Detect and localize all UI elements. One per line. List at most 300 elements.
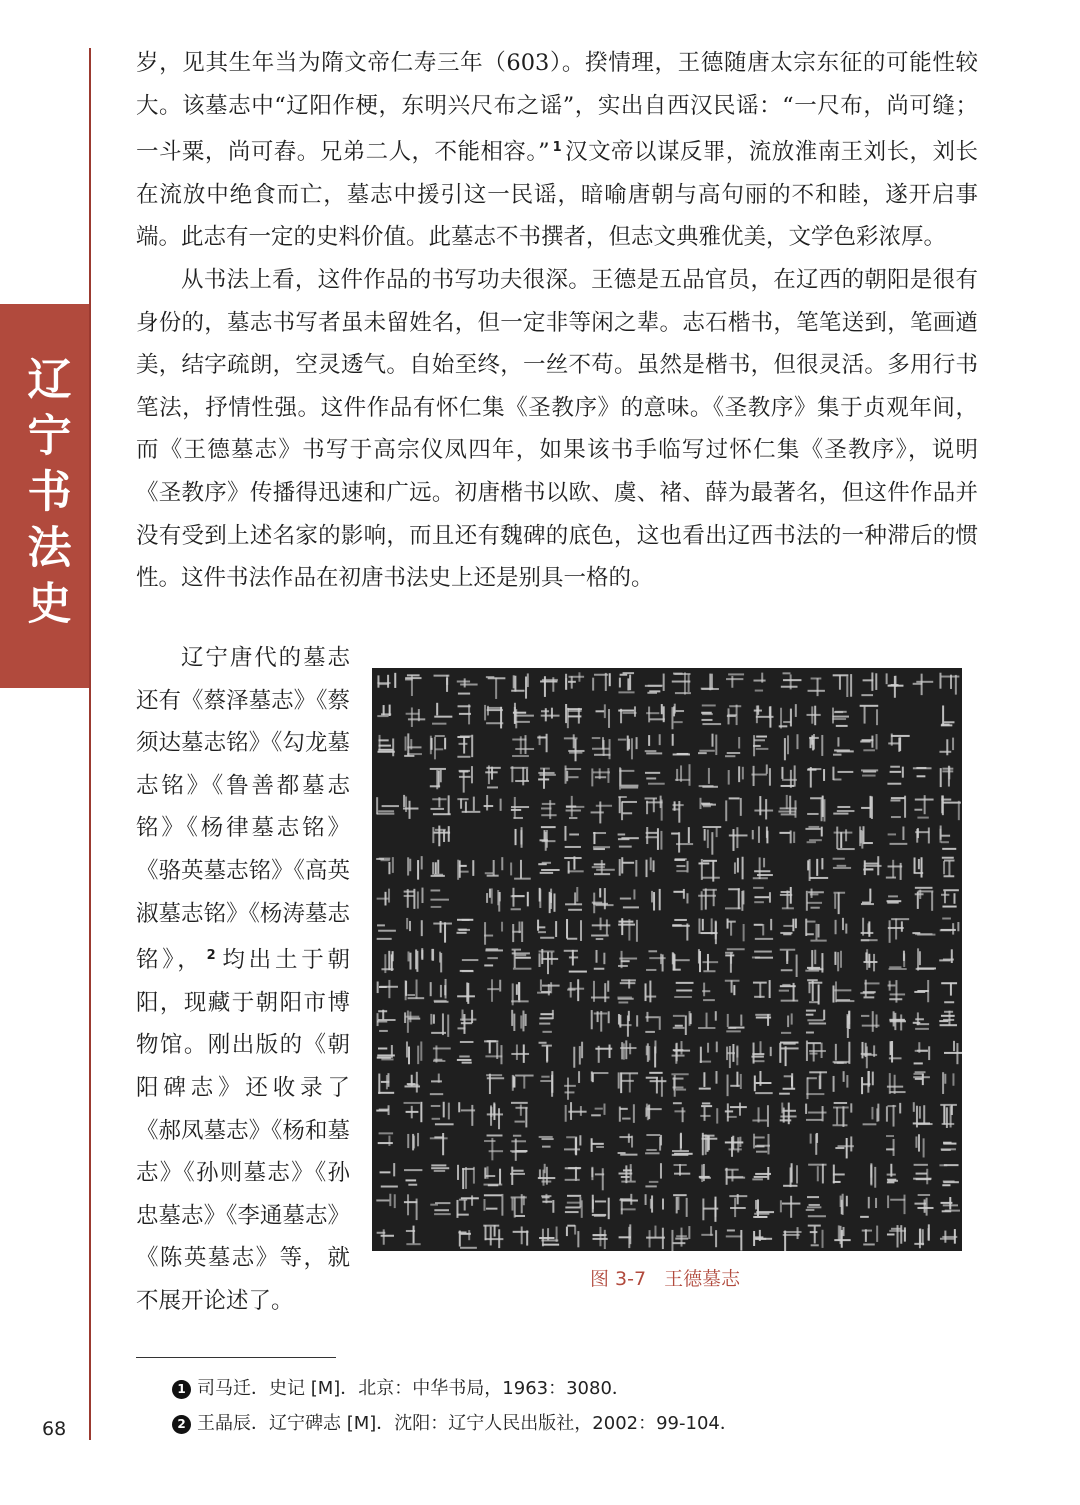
rubbing-glyph (510, 1167, 525, 1185)
rubbing-glyph (780, 887, 794, 909)
rubbing-glyph (619, 1104, 635, 1123)
margin-rule (89, 48, 91, 1440)
rubbing-glyph (540, 676, 558, 697)
rubbing-glyph (671, 1226, 690, 1251)
rubbing-glyph (539, 1042, 552, 1063)
rubbing-glyph (592, 673, 611, 691)
rubbing-glyph (592, 737, 611, 759)
book-title: 辽宁书法史 (19, 356, 71, 636)
rubbing-glyph (564, 950, 587, 973)
rubbing-glyph (513, 1226, 529, 1245)
rubbing-glyph (725, 737, 740, 757)
rubbing-glyph (914, 980, 929, 1002)
rubbing-glyph (483, 1225, 503, 1248)
rubbing-glyph (863, 856, 882, 875)
rubbing-glyph (377, 1045, 395, 1060)
rubbing-glyph (915, 887, 934, 911)
rubbing-glyph (783, 1227, 802, 1251)
rubbing-glyph (940, 1104, 957, 1128)
rubbing-glyph (591, 918, 610, 940)
paragraph-2: 从书法上看，这件作品的书写功夫很深。王德是五品官员，在辽西的朝阳是很有身份的，墓志书写者虽未留姓名，但一定非等闲之辈。志石楷书，笔笔送到，笔画遒美，结字疏朗，空灵透气。自始至终，一丝不苟。虽然是楷书，但很灵活。多用行书笔法，抒情性强。这件作品有怀仁集《圣教序》的意味。《圣教序》集于贞观年间，而《王德墓志》书写于高宗仪凤四年，如果该书手临写过怀仁集《圣教序》，说明《圣教序》传播得迅速和广远。初唐楷书以欧、虞、褚、薛为最著名，但这件作品并没有受到上述名家的影响，而且还有魏碑的底色，这也看出辽西书法的一种滞后的惯性。这件书法作品在初唐书法史上还是别具一格的。 (136, 266, 978, 592)
rubbing-glyph (592, 860, 615, 875)
rubbing-glyph (645, 796, 663, 821)
rubbing-glyph (406, 1041, 422, 1064)
rubbing-glyph (484, 1166, 503, 1186)
rubbing-glyph (510, 1135, 527, 1161)
rubbing-glyph (565, 1195, 583, 1218)
rubbing-glyph (592, 888, 614, 913)
rubbing-glyph (913, 674, 934, 695)
rubbing-glyph (862, 1226, 878, 1246)
rubbing-glyph (887, 1073, 906, 1094)
rubbing-glyph (939, 1164, 958, 1186)
rubbing-glyph (754, 796, 773, 819)
rubbing-glyph (887, 766, 903, 785)
rubbing-glyph (377, 1229, 394, 1244)
rubbing-glyph (459, 766, 473, 793)
rubbing-glyph (888, 826, 908, 844)
rubbing-glyph (619, 1194, 638, 1215)
rubbing-glyph (646, 857, 655, 877)
rubbing-glyph (515, 827, 523, 848)
rubbing-glyph (805, 826, 822, 843)
rubbing-glyph (834, 827, 855, 850)
footnote-ref-2[interactable]: 2 (206, 948, 216, 964)
rubbing-glyph (753, 1230, 772, 1246)
rubbing-glyph (753, 1134, 770, 1155)
rubbing-glyph (671, 1073, 688, 1096)
rubbing-glyph (566, 919, 582, 941)
rubbing-glyph (566, 1225, 579, 1248)
rubbing-glyph (432, 703, 452, 725)
rubbing-glyph (939, 949, 954, 963)
rubbing-glyph (939, 673, 959, 695)
rubbing-glyph (778, 795, 796, 818)
rubbing-glyph (404, 1194, 418, 1220)
rubbing-glyph (940, 917, 960, 934)
rubbing-glyph (941, 1197, 960, 1212)
rubbing-glyph (511, 1010, 526, 1032)
rubbing-glyph (940, 1229, 957, 1244)
rubbing-glyph (702, 1197, 718, 1222)
rubbing-glyph (698, 1011, 717, 1029)
rubbing-glyph (592, 1227, 607, 1249)
rubbing-glyph (833, 1102, 853, 1127)
rubbing-glyph (510, 860, 531, 880)
rubbing-glyph (939, 1011, 957, 1026)
rubbing-glyph (591, 1010, 610, 1032)
rubbing-glyph (672, 952, 690, 970)
rubbing-glyph (834, 1225, 850, 1247)
rubbing-glyph (863, 1104, 880, 1126)
rubbing-glyph (593, 832, 610, 850)
rubbing-glyph (942, 1072, 954, 1094)
rubbing-glyph (565, 1167, 581, 1181)
rubbing-glyph (726, 1229, 743, 1250)
rubbing-glyph (808, 1164, 826, 1184)
rubbing-glyph (754, 919, 773, 940)
rubbing-glyph (834, 951, 842, 972)
rubbing-glyph (861, 889, 874, 906)
rubbing-glyph (646, 827, 663, 850)
rubbing-glyph (484, 795, 502, 811)
rubbing-glyph (835, 918, 848, 934)
rubbing-glyph (378, 1073, 394, 1094)
rubbing-glyph (886, 673, 904, 697)
rubbing-glyph (407, 1133, 419, 1150)
rubbing-glyph (645, 1104, 661, 1121)
rubbing-glyph (672, 919, 690, 941)
rubbing-glyph (781, 672, 802, 689)
rubbing-glyph (618, 736, 638, 760)
rubbing-glyph (433, 1045, 451, 1062)
rubbing-glyph (807, 796, 825, 822)
rubbing-glyph (725, 948, 745, 972)
rubbing-glyph (485, 857, 504, 877)
rubbing-glyph (405, 979, 425, 1000)
rubbing-glyph (511, 888, 529, 911)
rubbing-glyph (672, 672, 691, 694)
rubbing-glyph (376, 1105, 389, 1115)
rubbing-glyph (939, 825, 956, 849)
rubbing-glyph (674, 1164, 691, 1176)
rubbing-glyph (645, 1012, 660, 1033)
rubbing-glyph (832, 708, 849, 727)
rubbing-glyph (725, 797, 742, 821)
rubbing-glyph (698, 949, 718, 972)
rubbing-glyph (378, 735, 395, 756)
rubbing-glyph (859, 826, 873, 848)
rubbing-glyph (486, 1074, 504, 1094)
rubbing-glyph (887, 1225, 906, 1247)
rubbing-glyph (404, 1011, 420, 1033)
rubbing-glyph (888, 734, 909, 752)
rubbing-glyph (840, 1194, 848, 1215)
rubbing-glyph (725, 1168, 745, 1185)
rubbing-glyph (565, 887, 582, 911)
rubbing-glyph (809, 734, 823, 756)
rubbing-glyph (620, 1040, 636, 1059)
rubbing-glyph (538, 768, 556, 789)
rubbing-glyph (646, 950, 666, 971)
rubbing-glyph (538, 862, 559, 874)
rubbing-glyph (618, 918, 638, 942)
rubbing-glyph (540, 826, 556, 851)
rubbing-glyph (861, 796, 873, 819)
rubbing-glyph (886, 1103, 901, 1127)
rubbing-glyph (752, 1167, 771, 1180)
rubbing-glyph (834, 892, 846, 914)
rubbing-glyph (404, 1072, 420, 1093)
rubbing-glyph (618, 833, 639, 847)
rubbing-glyph (725, 980, 740, 995)
rubbing-glyph (833, 1042, 851, 1064)
rubbing-glyph (564, 826, 580, 848)
rubbing-glyph (833, 806, 854, 815)
rubbing-glyph (486, 888, 501, 911)
rubbing-glyph (916, 948, 936, 970)
rubbing-glyph (672, 1041, 691, 1064)
rubbing-glyph (833, 981, 855, 1002)
rubbing-glyph (541, 708, 560, 722)
rubbing-glyph (725, 888, 744, 911)
main-text (136, 42, 978, 600)
rubbing-glyph (753, 735, 768, 756)
rubbing-glyph (702, 1133, 718, 1155)
rubbing-glyph (860, 1197, 877, 1218)
rubbing-glyph (406, 918, 423, 936)
rubbing-glyph (457, 1010, 476, 1034)
rubbing-glyph (430, 795, 450, 815)
rubbing-glyph (805, 919, 826, 942)
rubbing-glyph (591, 1104, 605, 1117)
rubbing-glyph (674, 982, 693, 998)
rubbing-glyph (914, 857, 924, 877)
rubbing-glyph (832, 767, 853, 781)
rubbing-glyph (618, 1011, 638, 1037)
rubbing-glyph (431, 860, 445, 877)
rubbing-glyph (511, 1044, 529, 1062)
rubbing-glyph (810, 1133, 818, 1155)
rubbing-glyph (378, 1132, 393, 1146)
rubbing-glyph (807, 706, 821, 726)
rubbing-glyph (779, 830, 795, 843)
rubbing-glyph (484, 1134, 503, 1160)
rubbing-glyph (430, 1013, 449, 1036)
rubbing-glyph (377, 673, 396, 688)
rubbing-glyph (539, 949, 559, 974)
rubbing-glyph (646, 1072, 667, 1097)
rubbing-glyph (890, 796, 906, 818)
rubbing-glyph (835, 1136, 854, 1158)
rubbing-glyph (376, 797, 399, 815)
rubbing-glyph (537, 734, 547, 752)
rubbing-glyph (511, 1102, 528, 1128)
rubbing-glyph (512, 1075, 534, 1091)
rubbing-glyph (564, 1071, 580, 1100)
rubbing-glyph (860, 980, 879, 999)
rubbing-glyph (539, 1010, 554, 1033)
rubbing-glyph (914, 1224, 929, 1248)
rubbing-glyph (808, 677, 825, 696)
rubbing-glyph (673, 1102, 686, 1122)
footnote-ref-1[interactable]: 1 (552, 140, 562, 156)
rubbing-glyph (941, 795, 961, 820)
rubbing-glyph (805, 1104, 826, 1122)
rubbing-glyph (780, 1196, 801, 1218)
rubbing-glyph (807, 767, 825, 787)
rubbing-glyph (651, 889, 661, 911)
rubbing-glyph (833, 858, 852, 869)
rubbing-glyph (806, 1196, 826, 1217)
rubbing-glyph (806, 1010, 826, 1034)
rubbing-glyph (511, 797, 529, 819)
rubbing-glyph (779, 704, 797, 728)
rubbing-glyph (913, 1164, 931, 1184)
rubbing-glyph (889, 1011, 906, 1030)
rubbing-glyph (698, 734, 717, 755)
rubbing-glyph (833, 1071, 849, 1092)
rubbing-glyph (941, 889, 959, 907)
rubbing-glyph (886, 1135, 895, 1156)
rubbing-glyph (889, 1041, 902, 1063)
rubbing-glyph (753, 673, 765, 692)
rubbing-glyph (753, 887, 771, 903)
rubbing-glyph (914, 1194, 933, 1216)
rubbing-glyph (860, 705, 879, 725)
footnote-text: 王晶辰．辽宁碑志 [M]．沈阳：辽宁人民出版社，2002：99-104． (197, 1413, 738, 1434)
rubbing-glyph (700, 1042, 718, 1063)
rubbing-glyph (807, 979, 822, 1004)
rubbing-glyph (595, 1045, 612, 1063)
rubbing-glyph (376, 1194, 395, 1208)
rubbing-glyph (645, 981, 657, 1003)
rubbing-glyph (619, 767, 638, 789)
rubbing-glyph (861, 1011, 880, 1032)
rubbing-glyph (914, 795, 933, 818)
paragraph-3: 辽宁唐代的墓志还有《蔡泽墓志》《蔡须达墓志铭》《勾龙墓志铭》《鲁善都墓志铭》《杨律墓志铭》《骆英墓志铭》《高英淑墓志铭》《杨涛墓志铭》， $^2$ 均出土于朝阳，现藏于朝阳市博物馆。刚出版的《朝阳碑志》还收录了《郝凤墓志》《杨和墓志》《孙则墓志》《孙忠墓志》《李通墓志》《陈英墓志》等，就不展开论述了。 (136, 645, 350, 1314)
rubbing-glyph (591, 801, 612, 823)
rubbing-glyph (912, 932, 935, 936)
rubbing-glyph (380, 1163, 398, 1187)
rubbing-glyph (619, 1164, 636, 1183)
rubbing-glyph (726, 673, 744, 687)
rubbing-glyph (591, 981, 609, 1003)
rubbing-glyph (567, 979, 584, 1001)
rubbing-glyph (541, 1194, 554, 1213)
rubbing-glyph (941, 705, 955, 726)
rubbing-glyph (619, 857, 638, 876)
rubbing-glyph (779, 983, 799, 1002)
rubbing-glyph (701, 674, 719, 691)
rubbing-glyph (726, 1044, 738, 1068)
rubbing-glyph (591, 768, 610, 786)
rubbing-glyph (940, 766, 954, 787)
rubbing-glyph (434, 675, 450, 692)
rubbing-glyph (377, 889, 390, 906)
rubbing-glyph (565, 1102, 587, 1122)
rubbing-glyph (573, 1042, 583, 1068)
rubbing-glyph (564, 734, 585, 761)
rubbing-glyph (645, 1134, 662, 1154)
rubbing-glyph (861, 769, 878, 776)
rubbing-glyph (457, 678, 478, 694)
rubbing-glyph (806, 889, 824, 911)
rubbing-glyph (618, 1134, 638, 1156)
rubbing-glyph (702, 983, 715, 1002)
rubbing-glyph (734, 857, 744, 880)
rubbing-glyph (781, 765, 797, 787)
rubbing-glyph (484, 922, 503, 945)
rubbing-glyph (377, 924, 396, 939)
rubbing-glyph (645, 674, 665, 694)
rubbing-glyph (753, 980, 771, 998)
rubbing-glyph (512, 735, 534, 757)
rubbing-glyph (913, 1071, 930, 1085)
rubbing-glyph (752, 1105, 769, 1127)
rubbing-glyph (539, 1136, 554, 1148)
rubbing-glyph (699, 798, 715, 809)
rubbing-glyph (729, 1194, 747, 1217)
rubbing-glyph (431, 1102, 454, 1126)
rubbing-glyph (784, 734, 799, 760)
paragraph-1: 岁，见其生年当为隋文帝仁寿三年（603）。揆情理，王德随唐太宗东征的可能性较大。该墓志中“辽阳作梗，东明兴尺布之谣”，实出自西汉民谣：“一尺布，尚可缝；一斗粟，尚可舂。兄弟二人，不能相容。” $^1$ 汉文帝以谋反罪，流放淮南王刘长，刘长在流放中绝食而亡，墓志中援引这一民谣，暗喻唐朝与高句丽的不和睦，遂开启事端。此志有一定的史料价值。此墓志不书撰者，但志文典雅优美，文学色彩浓厚。 (136, 50, 978, 251)
rubbing-glyph (861, 918, 878, 942)
rubbing-glyph (753, 1199, 774, 1218)
rubbing-glyph (863, 949, 877, 971)
rubbing-glyph (674, 858, 688, 872)
rubbing-glyph (511, 1194, 527, 1217)
rubbing-glyph (780, 919, 797, 936)
rubbing-glyph (591, 1167, 604, 1190)
rubbing-glyph (729, 827, 748, 851)
footnote-marker: 2 (172, 1415, 191, 1434)
figure-caption (590, 1264, 740, 1291)
rubbing-glyph (430, 768, 446, 789)
rubbing-glyph (512, 921, 523, 942)
rubbing-glyph (406, 707, 426, 726)
rubbing-texture (372, 668, 962, 1251)
rubbing-glyph (510, 766, 529, 785)
rubbing-glyph (376, 857, 394, 874)
rubbing-glyph (888, 918, 909, 943)
rubbing-glyph (805, 950, 823, 973)
rubbing-glyph (381, 951, 393, 973)
rubbing-glyph (592, 1195, 610, 1219)
rubbing-glyph (754, 1071, 773, 1094)
rubbing-glyph (913, 767, 932, 777)
rubbing-glyph (430, 1133, 448, 1155)
rubbing-glyph (781, 1013, 793, 1033)
rubbing-glyph (483, 1194, 503, 1216)
rubbing-glyph (783, 1163, 798, 1187)
rubbing-glyph (457, 860, 474, 880)
rubbing-glyph (808, 1225, 824, 1248)
rubbing-glyph (888, 980, 906, 1003)
rubbing-glyph (539, 888, 556, 913)
rubbing-glyph (406, 1226, 421, 1246)
rubbing-glyph (432, 826, 450, 847)
rubbing-glyph (618, 672, 634, 693)
rubbing-glyph (540, 1071, 553, 1097)
rubbing-glyph (833, 737, 854, 755)
rubbing-glyph (806, 1041, 826, 1062)
rubbing-glyph (377, 1010, 396, 1032)
rubbing-glyph (645, 1163, 662, 1187)
rubbing-glyph (646, 1040, 657, 1067)
rubbing-glyph (698, 918, 717, 944)
rubbing-glyph (512, 949, 532, 970)
rubbing-glyph (486, 676, 506, 699)
rubbing-glyph (913, 1102, 933, 1127)
rubbing-glyph (941, 1142, 957, 1151)
rubbing-glyph (915, 827, 930, 843)
rubbing-glyph (671, 827, 693, 852)
chapter-tab (0, 304, 89, 688)
rubbing-glyph (511, 673, 529, 698)
rubbing-glyph (645, 1194, 664, 1212)
rubbing-glyph (407, 856, 423, 880)
rubbing-glyph (457, 797, 480, 813)
rubbing-glyph (728, 766, 744, 784)
rubbing-glyph (430, 1074, 443, 1096)
rubbing-glyph (887, 1195, 905, 1215)
rubbing-glyph (672, 801, 683, 823)
rubbing-glyph (699, 768, 718, 788)
rubbing-glyph (594, 950, 606, 970)
caption-number: 图 3-7 (590, 1268, 647, 1290)
rubbing-glyph (457, 735, 473, 758)
